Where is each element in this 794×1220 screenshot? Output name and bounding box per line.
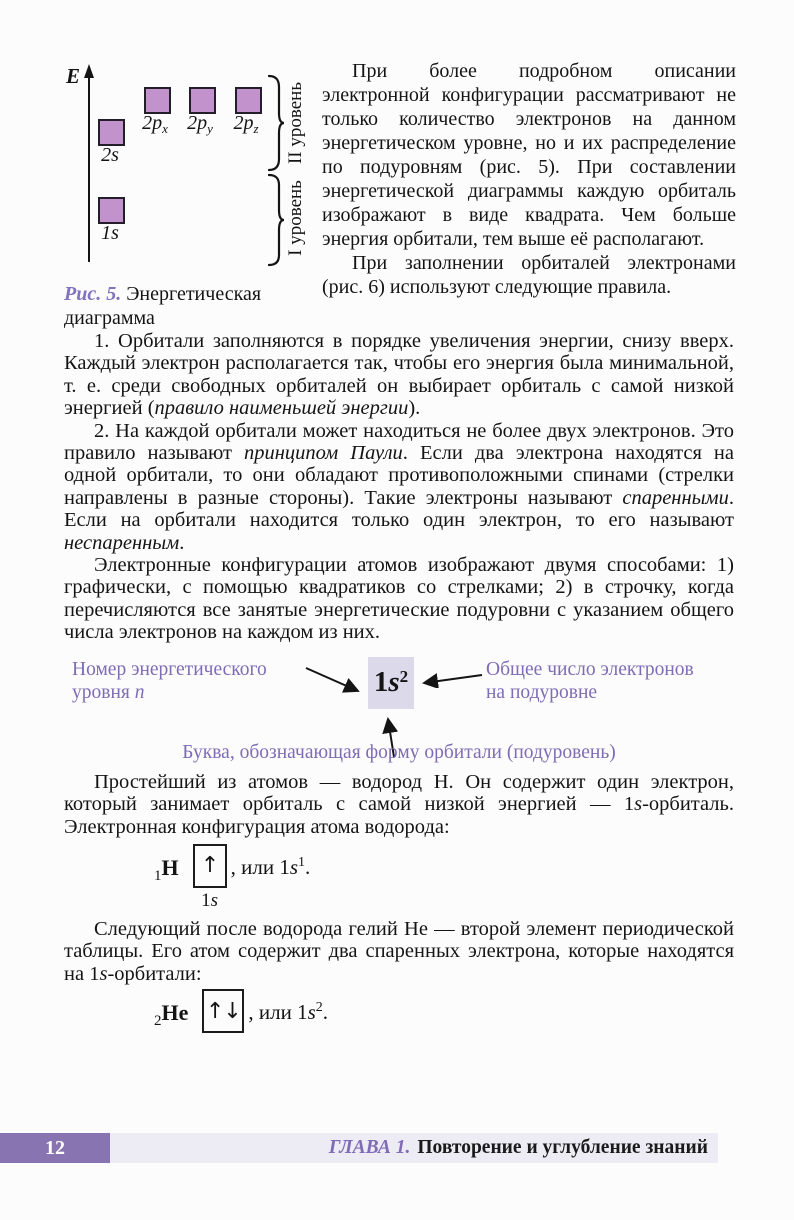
hydrogen-paragraph: Простейший из атомов — водород H. Он содержит один электрон, который занимает орбиталь с самой низкой энергией — 1s-орбиталь. Электронная конфигурация атома водорода: — [64, 770, 734, 838]
energy-diagram — [64, 56, 322, 268]
orbital-label-2s: 2s — [101, 144, 119, 166]
orbital-label-2px: $2p_x$ — [142, 112, 168, 136]
orbital-cell-caption: 1s — [201, 889, 219, 911]
page-footer — [0, 1133, 718, 1163]
helium-configuration — [154, 989, 734, 1039]
level-2-label: II уровень — [285, 81, 306, 165]
notation-right-label: Общее число электронов на подуровне — [486, 658, 694, 704]
notation-formula: 1 s $^2$ — [368, 657, 414, 709]
level-1-label: I уровень — [285, 180, 306, 256]
rule-2-paragraph: 2. На каждой орбитали может находиться не более двух электронов. Это правило называют принципом Паули. Если два электрона находятся на одной орбитали, то они обладают противоположными спинами (стрелки направлены в разные стороны). Такие электроны называют спаренными. Если на орбитали находится только один электрон, то его называют неспаренным. — [64, 419, 734, 554]
hydrogen-orbital-column — [193, 844, 227, 912]
orbital-square-2pz — [235, 87, 262, 114]
notation-bottom-label: Буква, обозначающая форму орбитали (подуровень) — [182, 741, 616, 763]
orbital-cell-up-arrow-icon: ↑ — [193, 844, 227, 888]
intro-paragraph-1: При более подробном описании электронной конфигурации рассматривают не только количество электронов на данном энергетическом уровне, но и их распределение по подуровням (рис. 5). При составлении энергетической диаграммы каждую орбиталь изображают в виде квадрата. Чем больше энергия орбитали, тем выше её располагают. — [322, 60, 736, 250]
figure-5-block — [64, 56, 322, 330]
helium-orbital-column — [202, 989, 244, 1033]
orbital-label-2py: $2p_y$ — [187, 112, 213, 136]
hydrogen-section — [64, 771, 734, 918]
hydrogen-symbol: $_1$H — [154, 854, 179, 884]
orbital-cell-paired-arrows-icon: ↑↓ — [202, 989, 244, 1033]
arrow-to-electron-count-icon — [418, 672, 486, 688]
hydrogen-configuration-text: , или $1s^1$. — [230, 854, 311, 879]
chapter-title: Повторение и углубление знаний — [417, 1137, 708, 1158]
orbital-square-2py — [189, 87, 216, 114]
orbital-square-1s — [98, 197, 125, 224]
orbital-label-1s: 1s — [101, 222, 119, 244]
notation-diagram — [64, 657, 734, 765]
configurations-paragraph: Электронные конфигурации атомов изображают двумя способами: 1) графически, с помощью квадратиков со стрелками; 2) в строчку, когда перечисляются все занятые энергетические подуровни с указанием общего числа электронов на каждом из них. — [64, 554, 734, 644]
orbital-label-2pz: $2p_z$ — [233, 112, 259, 136]
orbital-square-2s — [98, 119, 125, 146]
level-1-brace-icon — [268, 173, 286, 267]
arrow-to-level-number-icon — [302, 662, 366, 698]
figure-caption-text: Энергетическая диаграмма — [64, 283, 262, 329]
intro-paragraph-2: При заполнении орбиталей электронами (рис. 6) используют следующие правила. — [322, 252, 736, 298]
top-section — [64, 56, 736, 330]
chapter-label: ГЛАВА 1. — [328, 1137, 411, 1158]
notation-left-label: Номер энергетического уровня n — [72, 658, 267, 704]
chapter-bar — [110, 1133, 718, 1163]
energy-axis-label: E — [66, 64, 81, 88]
orbital-square-2px — [144, 87, 171, 114]
helium-paragraph: Следующий после водорода гелий He — второй элемент периодической таблицы. Его атом содержит два спаренных электрона, которые находятся на 1s-орбитали: — [64, 917, 734, 985]
helium-section — [64, 918, 734, 1039]
figure-caption-number: Рис. 5. — [64, 283, 122, 305]
page-number: 12 — [0, 1133, 110, 1163]
rule-1-paragraph: 1. Орбитали заполняются в порядке увеличения энергии, снизу вверх. Каждый электрон располагается так, чтобы его энергия была минимальной, т. е. среди свободных орбиталей он выбирает орбиталь с самой низкой энергией (правило наименьшей энергии). — [64, 330, 734, 420]
intro-column — [322, 56, 736, 330]
helium-symbol: $_2$He — [154, 1000, 189, 1030]
figure-caption — [64, 282, 314, 330]
body-column — [64, 330, 734, 644]
hydrogen-configuration — [154, 844, 734, 918]
level-2-brace-icon — [268, 74, 286, 172]
helium-configuration-text: , или $1s^2$. — [248, 1000, 329, 1025]
